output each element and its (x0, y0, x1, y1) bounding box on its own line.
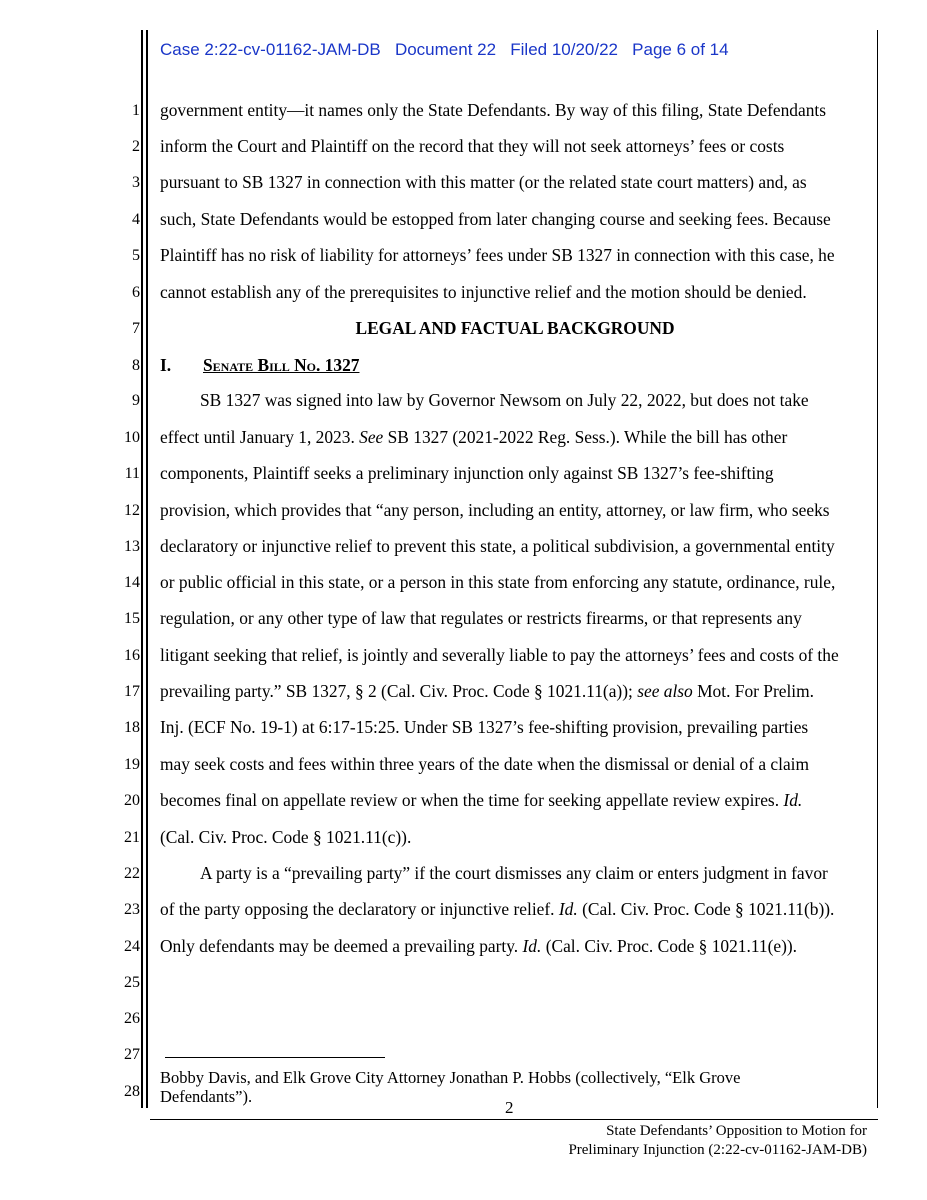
ecf-header (160, 40, 729, 60)
footer-caption (568, 1122, 867, 1160)
line-number: 26 (124, 1010, 140, 1027)
body-line: Only defendants may be deemed a prevailing party. Id. (Cal. Civ. Proc. Code § 1021.11(e)). (160, 936, 798, 956)
subsection-heading (160, 355, 359, 376)
line-number: 18 (124, 719, 140, 736)
section-heading: LEGAL AND FACTUAL BACKGROUND (355, 318, 675, 338)
footer-line: State Defendants’ Opposition to Motion for (606, 1123, 867, 1139)
body-line: or public official in this state, or a person in this state from enforcing any statute, ordinance, rule, (160, 572, 836, 592)
footer-line: Preliminary Injunction (2:22-cv-01162-JAM-DB) (568, 1142, 867, 1158)
footnote-line: Bobby Davis, and Elk Grove City Attorney Jonathan P. Hobbs (collectively, “Elk Grove (160, 1068, 741, 1087)
body-line: government entity—it names only the State Defendants. By way of this filing, State Defendants (160, 100, 827, 120)
line-number: 17 (124, 683, 140, 700)
line-number: 20 (124, 792, 140, 809)
line-number: 7 (132, 320, 140, 337)
line-number: 6 (132, 284, 140, 301)
body-line: becomes final on appellate review or when the time for seeking appellate review expires. Id. (160, 790, 803, 810)
body-line: SB 1327 was signed into law by Governor Newsom on July 22, 2022, but does not take (200, 390, 809, 410)
body-line: litigant seeking that relief, is jointly and severally liable to pay the attorneys’ fees and costs of the (160, 645, 839, 665)
line-number: 12 (124, 502, 140, 519)
filed-date: Filed 10/20/22 (510, 40, 618, 59)
body-line: declaratory or injunctive relief to prevent this state, a political subdivision, a governmental entity (160, 536, 835, 556)
body-line: cannot establish any of the prerequisites to injunctive relief and the motion should be denied. (160, 282, 807, 302)
right-margin-rule (877, 30, 878, 1108)
line-number: 8 (132, 357, 140, 374)
footnote-separator (165, 1057, 385, 1058)
body-line: effect until January 1, 2023. See SB 1327 (2021-2022 Reg. Sess.). While the bill has other (160, 427, 788, 447)
body-line: Plaintiff has no risk of liability for attorneys’ fees under SB 1327 in connection with this case, he (160, 245, 835, 265)
line-number: 19 (124, 756, 140, 773)
line-number: 23 (124, 901, 140, 918)
body-line: such, State Defendants would be estopped from later changing course and seeking fees. Because (160, 209, 831, 229)
body-line: regulation, or any other type of law that regulates or restricts firearms, or that represents any (160, 608, 802, 628)
line-number: 15 (124, 610, 140, 627)
footer-rule (150, 1119, 878, 1120)
line-number: 28 (124, 1083, 140, 1100)
left-margin-rule-outer (141, 30, 143, 1108)
subsection-number: I. (160, 355, 172, 375)
line-number: 3 (132, 174, 140, 191)
line-number: 5 (132, 247, 140, 264)
body-line: Inj. (ECF No. 19-1) at 6:17-15:25. Under SB 1327’s fee-shifting provision, prevailing parties (160, 717, 809, 737)
line-number: 13 (124, 538, 140, 555)
body-line: inform the Court and Plaintiff on the record that they will not seek attorneys’ fees or costs (160, 136, 785, 156)
case-number: Case 2:22-cv-01162-JAM-DB (160, 40, 381, 59)
document-number: Document 22 (394, 40, 497, 59)
line-number: 11 (124, 465, 140, 482)
line-number: 25 (124, 974, 140, 991)
body-line: prevailing party.” SB 1327, § 2 (Cal. Civ. Proc. Code § 1021.11(a)); see also Mot. For Prelim. (160, 681, 815, 701)
line-number: 1 (132, 102, 140, 119)
body-line: of the party opposing the declaratory or injunctive relief. Id. (Cal. Civ. Proc. Code § 1021.11(b)). (160, 899, 835, 919)
subsection-title: Senate Bill No. 1327 (203, 355, 360, 375)
line-number: 22 (124, 865, 140, 882)
line-number: 27 (124, 1046, 140, 1063)
body-line: may seek costs and fees within three years of the date when the dismissal or denial of a claim (160, 754, 810, 774)
body-line: components, Plaintiff seeks a preliminary injunction only against SB 1327’s fee-shifting (160, 463, 774, 483)
line-number: 14 (124, 574, 140, 591)
footnote-line: Defendants”). (160, 1087, 253, 1106)
body-line: pursuant to SB 1327 in connection with this matter (or the related state court matters) and, as (160, 172, 807, 192)
line-number: 10 (124, 429, 140, 446)
page-number: 2 (505, 1098, 514, 1117)
line-number: 21 (124, 829, 140, 846)
line-number: 2 (132, 138, 140, 155)
body-line: A party is a “prevailing party” if the court dismisses any claim or enters judgment in favor (200, 863, 828, 883)
line-number: 4 (132, 211, 140, 228)
line-number: 9 (132, 392, 140, 409)
line-number: 16 (124, 647, 140, 664)
footnote (160, 1068, 740, 1106)
body-line: (Cal. Civ. Proc. Code § 1021.11(c)). (160, 827, 412, 847)
page-count: Page 6 of 14 (632, 40, 729, 59)
line-number: 24 (124, 938, 140, 955)
left-margin-rule-inner (146, 30, 148, 1108)
body-line: provision, which provides that “any person, including an entity, attorney, or law firm, who seeks (160, 500, 830, 520)
